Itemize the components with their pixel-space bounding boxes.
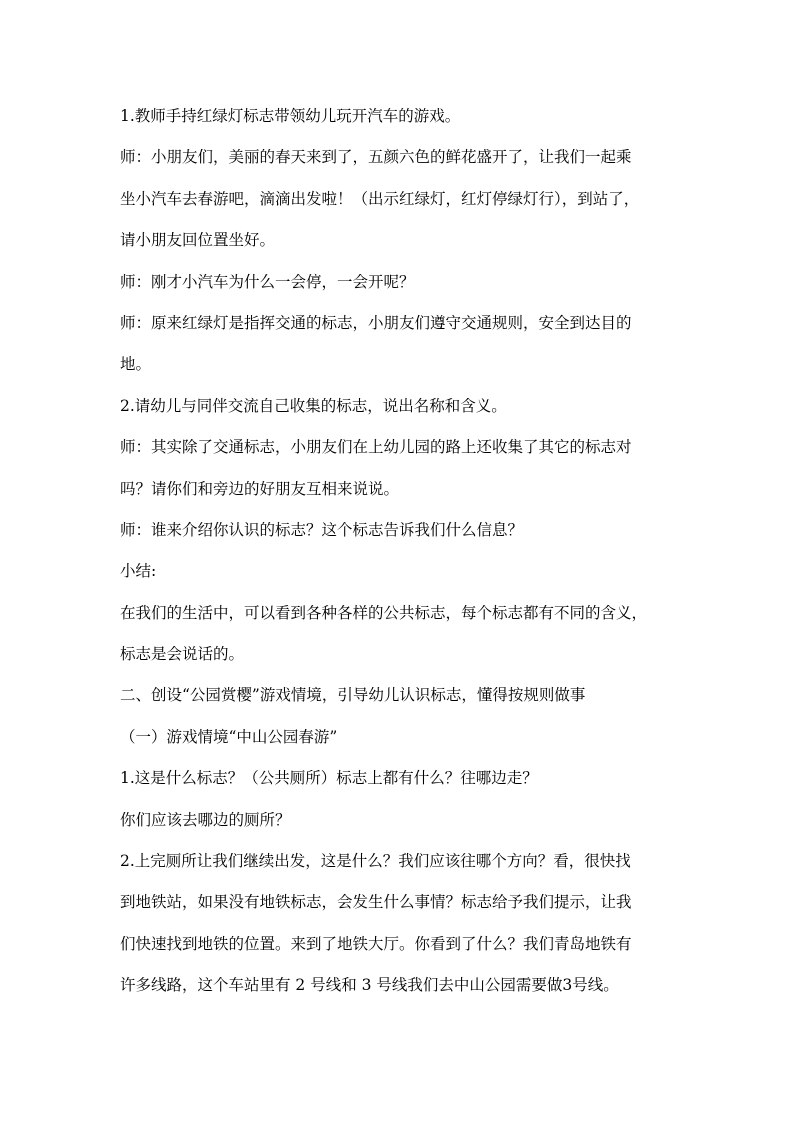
text-line: 们快速找到地铁的位置。来到了地铁大厅。你看到了什么？我们青岛地铁有 xyxy=(120,934,632,953)
text-line: 坐小汽车去春游吧，滴滴出发啦！（出示红绿灯，红灯停绿灯行），到站了， xyxy=(120,189,640,208)
section-heading: 二、创设“公园赏樱”游戏情境，引导幼儿认识标志，懂得按规则做事 xyxy=(120,686,586,705)
text-line: 地。 xyxy=(120,355,152,374)
text-line: 到地铁站，如果没有地铁标志，会发生什么事情？标志给予我们提示，让我 xyxy=(120,893,632,912)
text-line: 在我们的生活中，可以看到各种各样的公共标志，每个标志都有不同的含义， xyxy=(120,603,648,622)
text-line: 1.教师手持红绿灯标志带领幼儿玩开汽车的游戏。 xyxy=(120,107,461,125)
text-line: 1.这是什么标志？（公共厕所）标志上都有什么？往哪边走？ xyxy=(120,769,538,788)
text-line: 师：谁来介绍你认识的标志？这个标志告诉我们什么信息？ xyxy=(120,520,524,539)
text-line: 师：刚才小汽车为什么一会停，一会开呢？ xyxy=(120,272,415,291)
text-line: 2.上完厕所让我们继续出发，这是什么？我们应该往哪个方向？看，很快找 xyxy=(120,852,631,871)
text-line: 师：其实除了交通标志，小朋友们在上幼儿园的路上还收集了其它的标志对 xyxy=(120,438,632,457)
text-line: 许多线路，这个车站里有 2 号线和 3 号线我们去中山公园需要做3号线。 xyxy=(120,976,619,995)
text-line: 吗？请你们和旁边的好朋友互相来说说。 xyxy=(120,479,400,498)
subsection-heading: （一）游戏情境“中山公园春游” xyxy=(120,727,338,746)
text-line: 请小朋友回位置坐好。 xyxy=(120,231,276,250)
text-line: 师：小朋友们，美丽的春天来到了，五颜六色的鲜花盛开了，让我们一起乘 xyxy=(120,148,632,167)
text-line: 你们应该去哪边的厕所？ xyxy=(120,810,291,829)
summary-heading: 小结: xyxy=(120,562,157,581)
document-body xyxy=(120,104,676,1015)
text-line: 师：原来红绿灯是指挥交通的标志，小朋友们遵守交通规则，安全到达目的 xyxy=(120,313,632,332)
text-line: 标志是会说话的。 xyxy=(120,645,245,664)
text-line: 2.请幼儿与同伴交流自己收集的标志，说出名称和含义。 xyxy=(120,396,507,415)
